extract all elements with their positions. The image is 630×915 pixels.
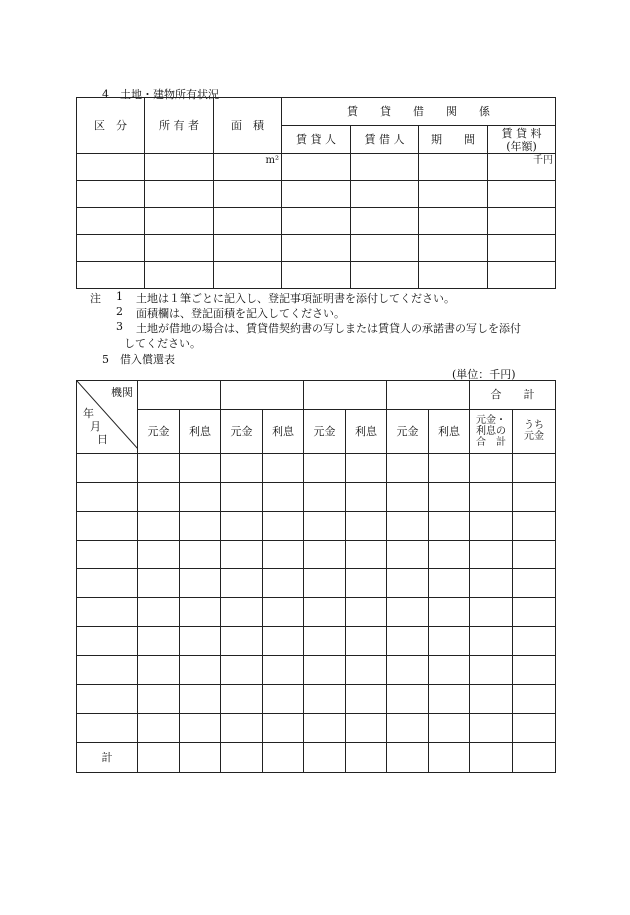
cell-kubun[interactable] — [77, 154, 145, 181]
table-row — [77, 482, 556, 511]
uchi-label-a: うち — [524, 420, 544, 432]
note3-text-cont: してください。 — [124, 337, 201, 350]
uchi-label-b: 元金 — [524, 431, 544, 443]
header-lessor: 賃 貸 人 — [282, 126, 351, 154]
header-principal-interest-sum — [470, 409, 513, 453]
table-row — [77, 713, 556, 742]
institution-3-name[interactable] — [304, 381, 387, 410]
section5-title: 5 借入償還表 — [102, 353, 175, 366]
header-principal: 元金 — [304, 409, 346, 453]
cell-lessor[interactable] — [282, 154, 351, 181]
cell-area[interactable] — [214, 154, 282, 181]
header-area: 面 積 — [214, 98, 282, 154]
header-owner: 所 有 者 — [145, 98, 214, 154]
table-row — [77, 262, 556, 289]
header-principal: 元金 — [221, 409, 263, 453]
header-interest: 利息 — [263, 409, 304, 453]
header-interest: 利息 — [346, 409, 387, 453]
table-row — [77, 453, 556, 482]
note1-number: 1 — [116, 290, 123, 303]
note3-text: 土地が借地の場合は、賃貸借契約書の写しまたは賃貸人の承諾書の写しを添付 — [136, 322, 521, 335]
header-interest: 利息 — [180, 409, 221, 453]
cell-owner[interactable] — [145, 154, 214, 181]
table-row — [77, 569, 556, 598]
table-row — [77, 181, 556, 208]
table-row — [77, 598, 556, 627]
header-period: 期 間 — [419, 126, 488, 154]
month-label: 月 — [90, 420, 101, 433]
header-rent — [488, 126, 556, 154]
table-row — [77, 540, 556, 569]
cell-period[interactable] — [419, 154, 488, 181]
header-lease-relation: 賃 貸 借 関 係 — [282, 98, 556, 126]
kikan-ymd-header — [77, 381, 138, 454]
note3-number: 3 — [116, 320, 123, 333]
sum-label-c: 合 計 — [476, 436, 506, 448]
table-row — [77, 208, 556, 235]
area-unit: m² — [265, 155, 279, 166]
table-row — [77, 685, 556, 714]
note1-text: 土地は１筆ごとに記入し、登記事項証明書を添付してください。 — [136, 292, 455, 305]
table-row — [77, 656, 556, 685]
section4-title: 4 土地・建物所有状況 — [102, 88, 219, 101]
kikan-label: 機関 — [111, 386, 133, 399]
year-label: 年 — [83, 407, 94, 420]
note2-text: 面積欄は、登記面積を記入してください。 — [136, 307, 345, 320]
rent-unit: 千円 — [533, 155, 553, 166]
header-principal: 元金 — [138, 409, 180, 453]
unit-label: (単位：千円) — [452, 368, 516, 381]
header-kubun: 区 分 — [77, 98, 145, 154]
header-of-which-principal — [513, 409, 556, 453]
note-label: 注 — [90, 292, 101, 305]
note2-number: 2 — [116, 305, 123, 318]
sum-label-a: 元金・ — [476, 414, 506, 426]
ownership-table — [76, 97, 556, 289]
table-row — [77, 511, 556, 540]
institution-4-name[interactable] — [387, 381, 470, 410]
repayment-table — [76, 380, 556, 773]
table-row — [77, 235, 556, 262]
institution-2-name[interactable] — [221, 381, 304, 410]
total-row — [77, 742, 556, 772]
rent-label: 賃 貸 料 — [501, 126, 542, 140]
header-total: 合 計 — [470, 381, 556, 410]
cell-rent[interactable] — [488, 154, 556, 181]
header-interest: 利息 — [429, 409, 470, 453]
header-principal: 元金 — [387, 409, 429, 453]
total-row-label: 計 — [77, 742, 138, 772]
sum-label-b: 利息の — [476, 425, 506, 437]
table-row — [77, 627, 556, 656]
rent-annual-note: (年額) — [506, 139, 537, 153]
institution-1-name[interactable] — [138, 381, 221, 410]
day-label: 日 — [97, 433, 108, 446]
cell-lessee[interactable] — [351, 154, 419, 181]
header-lessee: 賃 借 人 — [351, 126, 419, 154]
